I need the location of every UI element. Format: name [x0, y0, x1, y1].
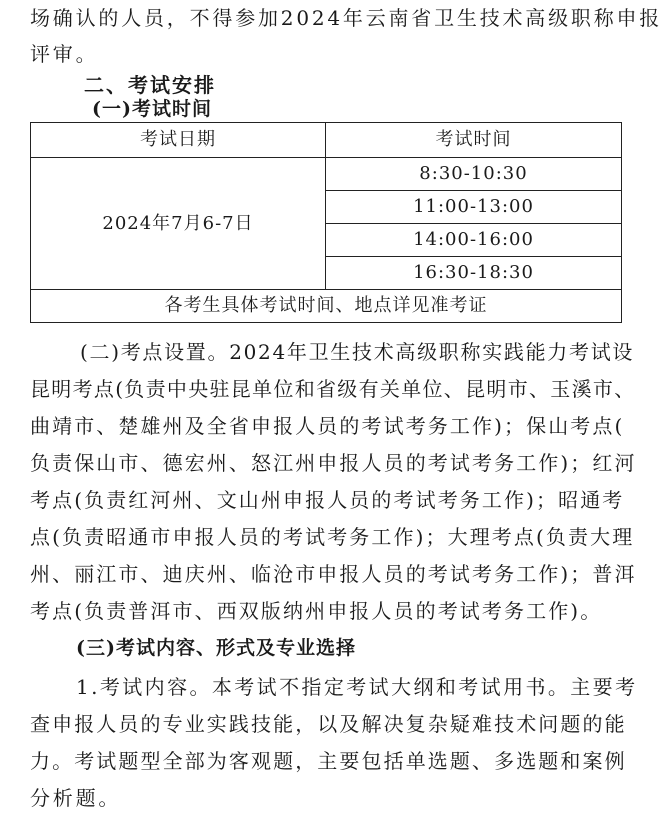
exam-time-slot-2: 11:00-13:00 [326, 191, 622, 224]
sub2-line-7: 州、丽江市、迪庆州、临沧市申报人员的考试考务工作)；普洱 [30, 562, 637, 586]
sub2-line-4: 负责保山市、德宏州、怒江州申报人员的考试考务工作)；红河 [30, 451, 637, 475]
sub3-line-2: 查申报人员的专业实践技能，以及解决复杂疑难技术问题的能 [30, 712, 627, 736]
table-note: 各考生具体考试时间、地点详见准考证 [31, 290, 622, 323]
sub3-line-1: 1.考试内容。本考试不指定考试大纲和考试用书。主要考 [76, 675, 638, 699]
table-row [31, 158, 622, 191]
intro-line-1: 场确认的人员，不得参加2024年云南省卫生技术高级职称申报 [30, 6, 662, 30]
sub3-line-4: 分析题。 [30, 786, 122, 810]
table-header-row [31, 123, 622, 158]
sub2-line-6: 点(负责昭通市申报人员的考试考务工作)；大理考点(负责大理 [30, 525, 635, 549]
sub2-line-2: 昆明考点(负责中央驻昆单位和省级有关单位、昆明市、玉溪市、 [30, 377, 636, 401]
exam-date-cell: 2024年7月6-7日 [31, 158, 326, 290]
sub3-line-3: 力。考试题型全部为客观题，主要包括单选题、多选题和案例 [30, 749, 627, 773]
header-exam-date: 考试日期 [31, 123, 326, 158]
subsection-heading-content: (三)考试内容、形式及专业选择 [76, 637, 356, 659]
exam-time-slot-3: 14:00-16:00 [326, 224, 622, 257]
exam-schedule-table [30, 122, 622, 323]
exam-time-slot-4: 16:30-18:30 [326, 257, 622, 290]
header-exam-time: 考试时间 [326, 123, 622, 158]
intro-line-2: 评审。 [30, 42, 99, 66]
sub2-line-8: 考点(负责普洱市、西双版纳州申报人员的考试考务工作)。 [30, 599, 603, 623]
subsection-heading-time: (一)考试时间 [92, 98, 212, 120]
sub2-line-3: 曲靖市、楚雄州及全省申报人员的考试考务工作)；保山考点( [30, 414, 625, 438]
section-heading: 二、考试安排 [84, 73, 216, 97]
table-note-row [31, 290, 622, 323]
sub2-line-5: 考点(负责红河州、文山州申报人员的考试考务工作)；昭通考 [30, 488, 625, 512]
exam-time-slot-1: 8:30-10:30 [326, 158, 622, 191]
sub2-line-1: (二)考点设置。2024年卫生技术高级职称实践能力考试设 [80, 340, 635, 364]
